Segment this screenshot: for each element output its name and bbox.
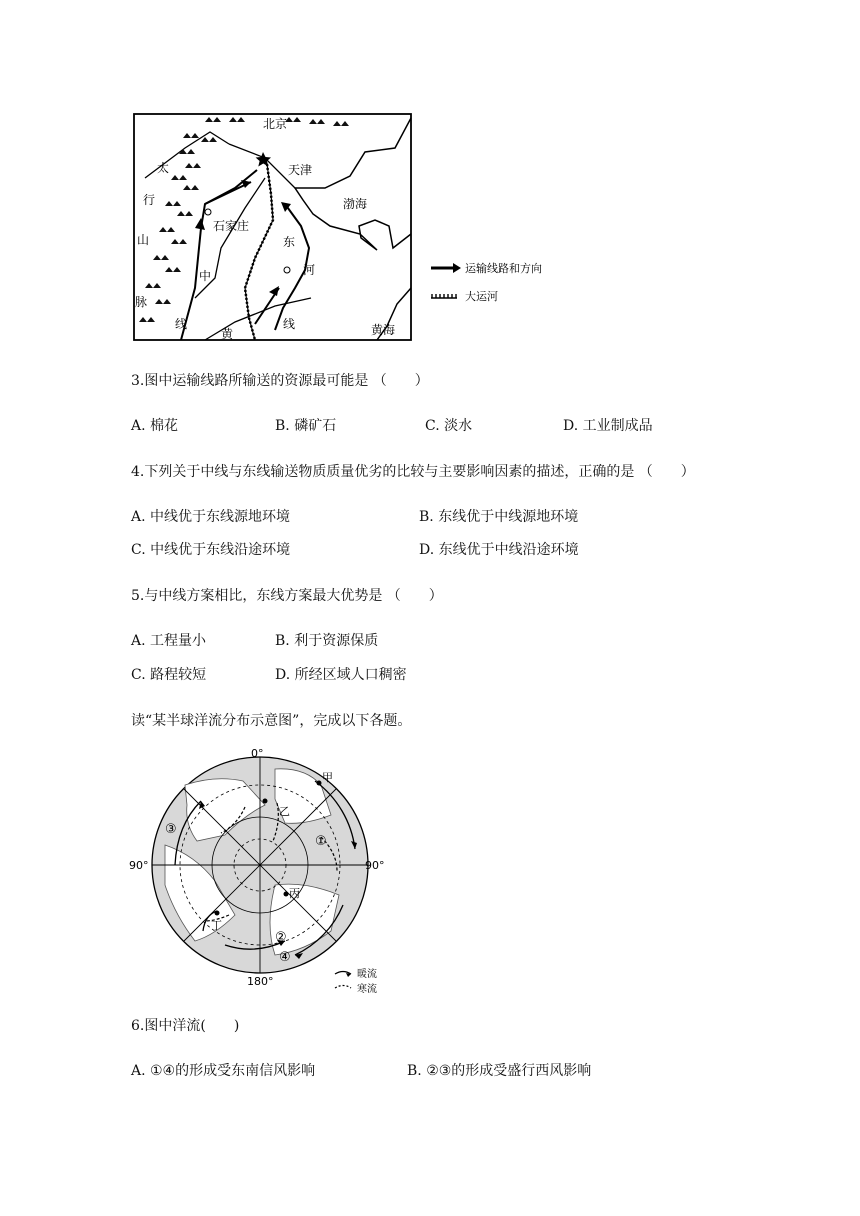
q4-option-d[interactable]: D. 东线优于中线沿途环境	[419, 542, 579, 558]
label-huang: 黄	[221, 327, 234, 341]
label-bing: 丙	[289, 887, 300, 900]
point-bing-dot	[284, 892, 289, 897]
q4-stem: 4.下列关于中线与东线输送物质质量优劣的比较与主要影响因素的描述，正确的是 （ ）	[131, 464, 695, 480]
label-he: 河	[303, 263, 316, 277]
label-hang: 行	[143, 193, 156, 207]
ocean-current-map	[125, 745, 395, 1000]
q6-stem: 6.图中洋流( )	[131, 1018, 240, 1034]
label-yi: 乙	[279, 805, 290, 818]
label-dong: 东	[283, 235, 296, 249]
legend-warm-label: 暖流	[357, 969, 377, 980]
label-0-deg: 0°	[251, 747, 264, 760]
q3-option-c[interactable]: C. 淡水	[425, 418, 473, 434]
q5-option-b[interactable]: B. 利于资源保质	[275, 633, 379, 649]
label-current-4: ④	[279, 950, 291, 965]
point-jia-dot	[317, 781, 322, 786]
legend-cold-icon	[335, 986, 351, 989]
point-ding-dot	[215, 911, 220, 916]
label-beijing: 北京	[263, 117, 288, 131]
label-tai: 太	[157, 161, 170, 175]
q6-option-b[interactable]: B. ②③的形成受盛行西风影响	[407, 1063, 592, 1079]
label-zhong: 中	[199, 269, 212, 283]
q5-option-d[interactable]: D. 所经区域人口稠密	[275, 667, 407, 683]
q4-option-b[interactable]: B. 东线优于中线源地环境	[419, 509, 579, 525]
label-jia: 甲	[322, 771, 333, 784]
label-90-left: 90°	[129, 859, 149, 872]
legend-canal-label: 大运河	[465, 290, 498, 303]
label-current-2: ②	[275, 930, 287, 945]
shijiazhuang-dot	[205, 209, 211, 215]
q6-option-a[interactable]: A. ①④的形成受东南信风影响	[131, 1063, 316, 1079]
label-mai: 脉	[135, 295, 148, 309]
label-bohai: 渤海	[343, 197, 368, 211]
label-huanghai: 黄海	[371, 323, 396, 337]
city-dot	[284, 267, 290, 273]
label-90-right: 90°	[365, 859, 385, 872]
q3-option-a[interactable]: A. 棉花	[131, 418, 179, 434]
diversion-map	[125, 108, 565, 348]
label-ding: 丁	[211, 919, 222, 932]
q3-option-b[interactable]: B. 磷矿石	[275, 418, 337, 434]
label-xian-east: 线	[283, 317, 296, 331]
label-180-deg: 180°	[247, 975, 274, 988]
label-tianjin: 天津	[288, 163, 313, 177]
q5-option-a[interactable]: A. 工程量小	[131, 633, 207, 649]
label-xian-mid: 线	[175, 317, 188, 331]
q4-option-a[interactable]: A. 中线优于东线源地环境	[131, 509, 291, 525]
q5-stem: 5.与中线方案相比，东线方案最大优势是 （ ）	[131, 588, 443, 604]
legend-cold-label: 寒流	[357, 984, 377, 995]
label-current-3: ③	[165, 822, 177, 837]
label-shijiazhuang: 石家庄	[213, 219, 250, 233]
label-current-1: ①	[315, 834, 327, 849]
q5-option-c[interactable]: C. 路程较短	[131, 667, 207, 683]
q3-stem: 3.图中运输线路所输送的资源最可能是 （ ）	[131, 373, 429, 389]
label-shan: 山	[137, 233, 150, 247]
legend-route-label: 运输线路和方向	[465, 262, 542, 275]
reading-intro: 读“某半球洋流分布示意图”，完成以下各题。	[131, 713, 412, 729]
q4-option-c[interactable]: C. 中线优于东线沿途环境	[131, 542, 291, 558]
point-yi-dot	[263, 799, 268, 804]
q3-option-d[interactable]: D. 工业制成品	[563, 418, 653, 434]
legend-canal-icon	[431, 294, 457, 298]
